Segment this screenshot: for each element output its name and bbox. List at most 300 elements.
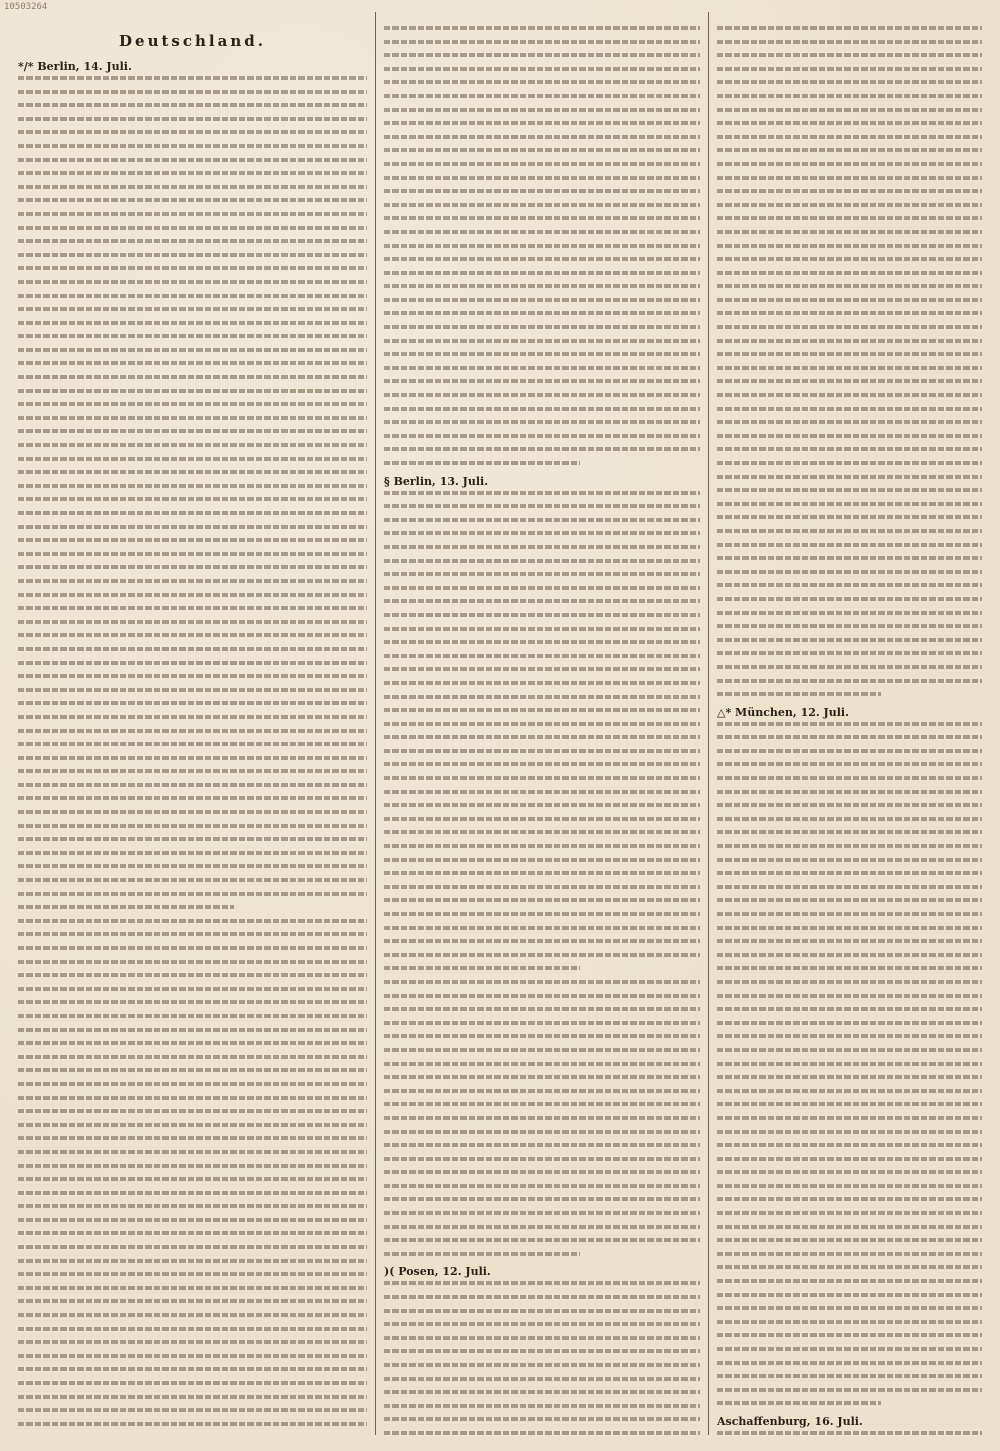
- text-line-placeholder: [18, 1136, 367, 1140]
- text-line-placeholder: [384, 735, 700, 739]
- text-line-placeholder: [18, 1177, 367, 1181]
- text-line-placeholder: [18, 1395, 367, 1399]
- article-dateline: § Berlin, 13. Juli.: [384, 474, 489, 488]
- text-line-placeholder: [384, 504, 700, 508]
- text-line-placeholder: [18, 851, 367, 855]
- text-line-placeholder: [384, 325, 700, 329]
- text-line-placeholder: [717, 817, 982, 821]
- text-line-placeholder: [384, 271, 700, 275]
- text-line-placeholder: [384, 26, 700, 30]
- text-line-placeholder: [384, 407, 700, 411]
- text-line-placeholder: [717, 447, 982, 451]
- text-line-placeholder: [717, 1293, 982, 1297]
- text-line-placeholder: [717, 1320, 982, 1324]
- text-line-placeholder: [717, 939, 982, 943]
- text-line-placeholder: [18, 429, 367, 433]
- text-line-placeholder: [717, 1116, 982, 1120]
- text-line-placeholder: [384, 871, 700, 875]
- text-line-placeholder: [384, 366, 700, 370]
- text-line-placeholder: [384, 1322, 700, 1326]
- text-line-placeholder: [384, 776, 700, 780]
- text-line-placeholder: [18, 1381, 367, 1385]
- text-line-placeholder: [717, 966, 982, 970]
- text-line-placeholder: [18, 1354, 367, 1358]
- article-dateline: △* München, 12. Juli.: [717, 705, 849, 719]
- text-line-placeholder: [384, 434, 700, 438]
- text-line-placeholder: [384, 420, 700, 424]
- text-line-placeholder: [717, 679, 982, 683]
- text-line-placeholder: [18, 280, 367, 284]
- text-line-placeholder: [717, 1170, 982, 1174]
- text-line-placeholder: [18, 715, 367, 719]
- text-line-placeholder: [384, 939, 700, 943]
- text-line-placeholder: [18, 307, 367, 311]
- text-line-placeholder: [717, 1048, 982, 1052]
- text-line-placeholder: [18, 1231, 367, 1235]
- text-line-placeholder: [717, 244, 982, 248]
- text-line-placeholder: [384, 830, 700, 834]
- article-block: [717, 706, 982, 1406]
- text-line-placeholder: [384, 898, 700, 902]
- text-line-placeholder: [717, 393, 982, 397]
- text-line-placeholder: [384, 1197, 700, 1201]
- text-line-placeholder: [384, 1048, 700, 1052]
- text-line-placeholder: [18, 158, 367, 162]
- text-line-placeholder: [717, 651, 982, 655]
- text-line-placeholder: [18, 1408, 367, 1412]
- text-line-placeholder: [18, 552, 367, 556]
- text-line-placeholder: [717, 611, 982, 615]
- text-line-placeholder: [717, 871, 982, 875]
- text-line-placeholder: [18, 185, 367, 189]
- text-line-placeholder: [18, 348, 367, 352]
- text-line-placeholder: [18, 769, 367, 773]
- text-line-placeholder: [18, 701, 367, 705]
- text-line-placeholder: [384, 858, 700, 862]
- text-line-placeholder: [18, 1041, 367, 1045]
- text-line-placeholder: [384, 695, 700, 699]
- text-line-placeholder: [18, 892, 367, 896]
- text-line-placeholder: [384, 1404, 700, 1408]
- text-line-placeholder: [384, 393, 700, 397]
- text-line-placeholder: [384, 1309, 700, 1313]
- text-line-placeholder: [717, 830, 982, 834]
- text-line-placeholder: [384, 1170, 700, 1174]
- text-line-placeholder: [18, 1109, 367, 1113]
- text-line-placeholder: [384, 40, 700, 44]
- text-line-placeholder: [717, 121, 982, 125]
- text-line-placeholder: [18, 742, 367, 746]
- text-line-placeholder: [717, 1007, 982, 1011]
- text-line-placeholder: [384, 885, 700, 889]
- text-line-placeholder: [384, 189, 700, 193]
- text-line-placeholder: [18, 1422, 367, 1426]
- text-line-placeholder: [384, 722, 700, 726]
- text-line-placeholder: [384, 379, 700, 383]
- text-line-placeholder: [717, 1361, 982, 1365]
- text-line-placeholder: [18, 1028, 367, 1032]
- text-line-placeholder: [717, 1021, 982, 1025]
- text-line-placeholder: [384, 67, 700, 71]
- text-line-placeholder: [384, 311, 700, 315]
- text-line-placeholder: [18, 144, 367, 148]
- text-line-placeholder: [717, 898, 982, 902]
- text-line-placeholder: [18, 457, 367, 461]
- text-line-placeholder: [384, 762, 700, 766]
- text-line-placeholder: [384, 545, 700, 549]
- text-line-placeholder: [384, 1211, 700, 1215]
- article-block: [384, 475, 700, 971]
- text-line-placeholder: [717, 94, 982, 98]
- article-block: [384, 980, 700, 1256]
- text-line-placeholder: [717, 1374, 982, 1378]
- column-1: [10, 12, 375, 1435]
- text-line-placeholder: [717, 735, 982, 739]
- text-line-placeholder: [18, 90, 367, 94]
- text-line-placeholder: [384, 352, 700, 356]
- text-line-placeholder: [717, 502, 982, 506]
- text-line-placeholder: [717, 1252, 982, 1256]
- text-line-placeholder: [384, 1021, 700, 1025]
- text-line-placeholder: [18, 946, 367, 950]
- text-line-placeholder: [18, 117, 367, 121]
- text-line-placeholder: [18, 919, 367, 923]
- text-line-placeholder: [384, 298, 700, 302]
- text-line-placeholder: [717, 994, 982, 998]
- article-dateline: )( Posen, 12. Juli.: [384, 1265, 491, 1279]
- text-line-placeholder: [717, 1089, 982, 1093]
- text-line-placeholder: [18, 239, 367, 243]
- text-line-placeholder: [717, 203, 982, 207]
- text-line-placeholder: [18, 864, 367, 868]
- text-line-placeholder: [717, 1197, 982, 1201]
- text-line-placeholder: [18, 334, 367, 338]
- text-line-placeholder: [717, 80, 982, 84]
- text-line-placeholder: [18, 756, 367, 760]
- text-line-placeholder: [384, 803, 700, 807]
- text-line-placeholder: [384, 1062, 700, 1066]
- text-line-placeholder: [384, 667, 700, 671]
- text-line-placeholder: [18, 837, 367, 841]
- text-line-placeholder: [384, 80, 700, 84]
- text-line-placeholder: [717, 311, 982, 315]
- article-block: [18, 60, 367, 909]
- text-line-placeholder: [18, 1082, 367, 1086]
- text-line-placeholder: [384, 654, 700, 658]
- text-line-placeholder: [384, 244, 700, 248]
- text-line-placeholder: [717, 776, 982, 780]
- text-line-placeholder: [384, 1225, 700, 1229]
- text-line-placeholder: [18, 294, 367, 298]
- text-line-placeholder: [384, 1390, 700, 1394]
- text-line-placeholder: [717, 1225, 982, 1229]
- text-line-placeholder: [384, 135, 700, 139]
- text-line-placeholder: [717, 176, 982, 180]
- text-line-placeholder: [18, 565, 367, 569]
- text-line-placeholder: [18, 878, 367, 882]
- text-line-placeholder: [18, 647, 367, 651]
- text-line-placeholder: [384, 1157, 700, 1161]
- text-line-placeholder: [717, 515, 982, 519]
- text-line-placeholder: [717, 352, 982, 356]
- text-line-placeholder: [18, 1096, 367, 1100]
- text-line-placeholder: [384, 203, 700, 207]
- text-line-placeholder: [384, 1143, 700, 1147]
- text-line-placeholder: [384, 912, 700, 916]
- text-line-placeholder: [384, 572, 700, 576]
- text-line-placeholder: [384, 176, 700, 180]
- text-line-placeholder: [384, 108, 700, 112]
- text-line-placeholder: [717, 803, 982, 807]
- text-line-placeholder: [384, 559, 700, 563]
- text-line-placeholder: [384, 94, 700, 98]
- text-line-placeholder: [717, 1034, 982, 1038]
- text-line-placeholder: [717, 1130, 982, 1134]
- column-container: [10, 12, 990, 1435]
- text-line-placeholder: [18, 212, 367, 216]
- text-line-placeholder: [717, 1062, 982, 1066]
- text-line-placeholder: [18, 783, 367, 787]
- text-line-placeholder: [384, 708, 700, 712]
- text-line-placeholder: [18, 1340, 367, 1344]
- text-line-placeholder: [384, 1295, 700, 1299]
- column-2: [375, 12, 708, 1435]
- text-line-placeholder: [384, 1431, 700, 1435]
- text-line-placeholder: [717, 135, 982, 139]
- text-line-placeholder: [18, 103, 367, 107]
- text-line-placeholder: [18, 361, 367, 365]
- section-heading: Deutschland.: [119, 32, 266, 50]
- text-line-placeholder: [384, 461, 580, 465]
- text-line-placeholder: [717, 953, 982, 957]
- text-line-placeholder: [717, 230, 982, 234]
- text-line-placeholder: [18, 1123, 367, 1127]
- text-line-placeholder: [18, 824, 367, 828]
- text-line-placeholder: [18, 810, 367, 814]
- text-line-placeholder: [18, 484, 367, 488]
- text-line-placeholder: [18, 538, 367, 542]
- text-line-placeholder: [717, 339, 982, 343]
- text-line-placeholder: [18, 1150, 367, 1154]
- text-line-placeholder: [717, 1265, 982, 1269]
- text-line-placeholder: [384, 1130, 700, 1134]
- text-line-placeholder: [717, 980, 982, 984]
- text-line-placeholder: [717, 461, 982, 465]
- text-line-placeholder: [717, 148, 982, 152]
- text-line-placeholder: [384, 1417, 700, 1421]
- text-line-placeholder: [717, 475, 982, 479]
- text-line-placeholder: [717, 366, 982, 370]
- text-line-placeholder: [384, 1238, 700, 1242]
- text-line-placeholder: [717, 1388, 982, 1392]
- text-line-placeholder: [384, 1034, 700, 1038]
- text-line-placeholder: [384, 1349, 700, 1353]
- text-line-placeholder: [384, 1007, 700, 1011]
- text-line-placeholder: [384, 1116, 700, 1120]
- text-line-placeholder: [384, 230, 700, 234]
- text-line-placeholder: [384, 1102, 700, 1106]
- text-line-placeholder: [18, 688, 367, 692]
- text-line-placeholder: [717, 722, 982, 726]
- text-line-placeholder: [18, 1204, 367, 1208]
- article-block: [717, 1415, 982, 1435]
- catalog-id: 10503264: [4, 2, 48, 12]
- text-line-placeholder: [717, 488, 982, 492]
- text-line-placeholder: [18, 1299, 367, 1303]
- article-dateline: Aschaffenburg, 16. Juli.: [717, 1414, 863, 1428]
- text-line-placeholder: [18, 171, 367, 175]
- text-line-placeholder: [717, 189, 982, 193]
- text-line-placeholder: [717, 926, 982, 930]
- article-block: [384, 26, 700, 465]
- text-line-placeholder: [717, 762, 982, 766]
- text-line-placeholder: [717, 1157, 982, 1161]
- article-dateline: */* Berlin, 14. Juli.: [18, 60, 132, 73]
- text-line-placeholder: [717, 885, 982, 889]
- text-line-placeholder: [717, 1347, 982, 1351]
- text-line-placeholder: [717, 26, 982, 30]
- text-line-placeholder: [18, 1313, 367, 1317]
- text-line-placeholder: [384, 339, 700, 343]
- text-line-placeholder: [717, 1401, 881, 1405]
- text-line-placeholder: [384, 162, 700, 166]
- text-line-placeholder: [18, 226, 367, 230]
- text-line-placeholder: [717, 1211, 982, 1215]
- text-line-placeholder: [18, 905, 234, 909]
- text-line-placeholder: [18, 606, 367, 610]
- text-line-placeholder: [18, 1245, 367, 1249]
- text-line-placeholder: [384, 613, 700, 617]
- text-line-placeholder: [717, 325, 982, 329]
- column-3: [708, 12, 990, 1435]
- text-line-placeholder: [384, 790, 700, 794]
- text-line-placeholder: [384, 966, 580, 970]
- text-line-placeholder: [18, 579, 367, 583]
- text-line-placeholder: [717, 379, 982, 383]
- text-line-placeholder: [384, 994, 700, 998]
- text-line-placeholder: [384, 586, 700, 590]
- text-line-placeholder: [717, 665, 982, 669]
- text-line-placeholder: [18, 1000, 367, 1004]
- text-line-placeholder: [717, 271, 982, 275]
- text-line-placeholder: [18, 266, 367, 270]
- text-line-placeholder: [717, 216, 982, 220]
- text-line-placeholder: [18, 633, 367, 637]
- text-line-placeholder: [18, 1286, 367, 1290]
- text-line-placeholder: [18, 253, 367, 257]
- text-line-placeholder: [384, 53, 700, 57]
- text-line-placeholder: [18, 198, 367, 202]
- text-line-placeholder: [18, 1327, 367, 1331]
- article-block: [384, 1265, 700, 1435]
- text-line-placeholder: [384, 926, 700, 930]
- text-line-placeholder: [717, 624, 982, 628]
- text-line-placeholder: [18, 987, 367, 991]
- text-line-placeholder: [717, 53, 982, 57]
- text-line-placeholder: [717, 407, 982, 411]
- text-line-placeholder: [384, 531, 700, 535]
- text-line-placeholder: [717, 420, 982, 424]
- text-line-placeholder: [717, 1279, 982, 1283]
- text-line-placeholder: [18, 402, 367, 406]
- text-line-placeholder: [717, 529, 982, 533]
- article-block: [18, 919, 367, 1435]
- text-line-placeholder: [384, 518, 700, 522]
- text-line-placeholder: [717, 1306, 982, 1310]
- text-line-placeholder: [717, 108, 982, 112]
- text-line-placeholder: [18, 620, 367, 624]
- text-line-placeholder: [18, 375, 367, 379]
- text-line-placeholder: [18, 796, 367, 800]
- text-line-placeholder: [717, 67, 982, 71]
- text-line-placeholder: [384, 749, 700, 753]
- text-line-placeholder: [717, 844, 982, 848]
- text-line-placeholder: [384, 980, 700, 984]
- text-line-placeholder: [18, 960, 367, 964]
- text-line-placeholder: [717, 162, 982, 166]
- text-line-placeholder: [717, 1184, 982, 1188]
- text-line-placeholder: [717, 790, 982, 794]
- text-line-placeholder: [18, 661, 367, 665]
- text-line-placeholder: [384, 216, 700, 220]
- text-line-placeholder: [717, 692, 881, 696]
- text-line-placeholder: [717, 40, 982, 44]
- text-line-placeholder: [384, 953, 700, 957]
- text-line-placeholder: [384, 1281, 700, 1285]
- text-line-placeholder: [717, 1143, 982, 1147]
- text-line-placeholder: [18, 1218, 367, 1222]
- text-line-placeholder: [384, 284, 700, 288]
- text-line-placeholder: [18, 497, 367, 501]
- text-line-placeholder: [717, 1102, 982, 1106]
- text-line-placeholder: [18, 1191, 367, 1195]
- text-line-placeholder: [18, 130, 367, 134]
- text-line-placeholder: [384, 627, 700, 631]
- text-line-placeholder: [717, 570, 982, 574]
- text-line-placeholder: [717, 284, 982, 288]
- text-line-placeholder: [18, 1164, 367, 1168]
- text-line-placeholder: [384, 599, 700, 603]
- text-line-placeholder: [384, 1377, 700, 1381]
- text-line-placeholder: [384, 1184, 700, 1188]
- text-line-placeholder: [717, 1431, 982, 1435]
- text-line-placeholder: [18, 1259, 367, 1263]
- text-line-placeholder: [18, 1367, 367, 1371]
- text-line-placeholder: [18, 470, 367, 474]
- text-line-placeholder: [717, 1075, 982, 1079]
- text-line-placeholder: [384, 1252, 580, 1256]
- text-line-placeholder: [18, 443, 367, 447]
- text-line-placeholder: [717, 543, 982, 547]
- text-line-placeholder: [18, 525, 367, 529]
- text-line-placeholder: [384, 121, 700, 125]
- text-line-placeholder: [384, 640, 700, 644]
- text-line-placeholder: [717, 858, 982, 862]
- text-line-placeholder: [18, 1068, 367, 1072]
- text-line-placeholder: [717, 434, 982, 438]
- text-line-placeholder: [384, 681, 700, 685]
- text-line-placeholder: [18, 973, 367, 977]
- text-line-placeholder: [384, 1075, 700, 1079]
- text-line-placeholder: [384, 844, 700, 848]
- text-line-placeholder: [717, 1333, 982, 1337]
- text-line-placeholder: [18, 1014, 367, 1018]
- text-line-placeholder: [18, 932, 367, 936]
- text-line-placeholder: [18, 674, 367, 678]
- text-line-placeholder: [717, 583, 982, 587]
- text-line-placeholder: [18, 729, 367, 733]
- text-line-placeholder: [717, 556, 982, 560]
